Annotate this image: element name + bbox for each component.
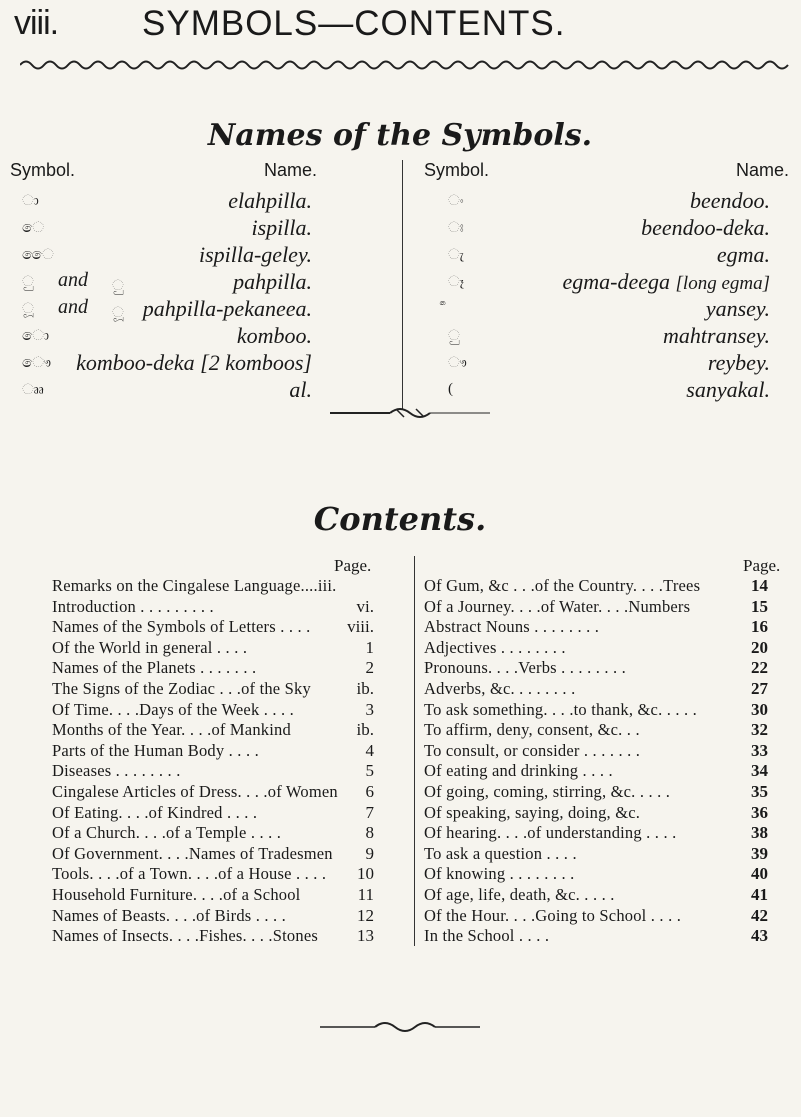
symbol-name-wrap <box>690 188 770 214</box>
toc-entry-title: Of the Hour. . . .Going to School . . . . <box>424 905 682 925</box>
symbol-name: elahpilla. <box>228 188 312 213</box>
symbol-glyph: ං <box>448 193 464 209</box>
symbol-glyph: ා <box>22 193 39 209</box>
toc-entry-page: 4 <box>365 740 374 760</box>
symbol-name: mahtransey. <box>663 323 770 348</box>
toc-entry-page: ib. <box>356 720 374 740</box>
toc-entry-title: Of a Journey. . . .of Water. . . .Numbers <box>424 596 691 616</box>
wavy-rule <box>20 56 790 74</box>
toc-entry-page: 33 <box>751 740 768 760</box>
toc-entry-page: 27 <box>751 679 768 698</box>
toc-entry-page: 12 <box>357 905 374 925</box>
toc-entry-page: 2 <box>365 658 374 678</box>
toc-entry-title: Of Government. . . .Names of Tradesmen <box>52 843 333 863</box>
toc-entry-page: 20 <box>751 637 768 657</box>
conjunction: and <box>58 296 88 318</box>
toc-entry-page: 34 <box>751 761 768 781</box>
toc-entry-title: Remarks on the Cingalese Language....iii. <box>52 576 337 595</box>
symbol-name-wrap <box>563 269 771 295</box>
toc-entry-title: To affirm, deny, consent, &c. . . <box>424 720 640 740</box>
toc-entry-page: 13 <box>357 926 374 946</box>
toc-entry-title: Of going, coming, stirring, &c. . . . . <box>424 782 671 801</box>
toc-entry-page: 30 <box>751 699 768 719</box>
symbol-name: al. <box>289 377 312 402</box>
toc-entry-title: Months of the Year. . . .of Mankind <box>52 720 291 740</box>
toc-entry-page: 42 <box>751 905 768 925</box>
toc-entry-page: 43 <box>751 926 768 946</box>
toc-entry-title: Diseases . . . . . . . . <box>52 761 181 781</box>
toc-entry-title: To ask a question . . . . <box>424 843 577 863</box>
toc-entry-page: 39 <box>751 843 768 863</box>
toc-entry-page: 9 <box>365 843 374 863</box>
symbol-name-wrap <box>663 323 770 349</box>
toc-entry-page: 38 <box>751 823 768 843</box>
page-number: viii. <box>14 4 59 42</box>
symbol-name: yansey. <box>705 296 770 321</box>
toc-entry-title: Adjectives . . . . . . . . <box>424 637 566 657</box>
toc-entry-page: 40 <box>751 864 768 884</box>
toc-entry-page: 14 <box>751 576 768 595</box>
toc-entry-page: vi. <box>356 596 374 616</box>
toc-entry-title: Of eating and drinking . . . . <box>424 761 613 781</box>
symbol-name: beendoo-deka. <box>641 215 770 240</box>
toc-entry-page: 6 <box>365 782 374 801</box>
symbol-name: beendoo. <box>689 188 770 213</box>
symbol-name: ispilla. <box>251 215 312 240</box>
toc-entry-page: 32 <box>751 720 768 740</box>
symbol-name: egma-deega <box>562 269 671 294</box>
symbol-name: ispilla-geley. <box>198 242 312 267</box>
left-name-col-header: Name. <box>264 160 318 180</box>
symbol-name-wrap <box>641 215 770 241</box>
symbol-glyph: ෲ <box>22 382 45 398</box>
toc-entry-page: 22 <box>751 658 768 678</box>
toc-entry-title: To ask something. . . .to thank, &c. . . . . <box>424 699 697 719</box>
toc-entry-page: 10 <box>357 864 374 884</box>
toc-entry-title: Names of the Symbols of Letters . . . . <box>52 617 311 637</box>
toc-entry-page: 41 <box>751 885 768 904</box>
toc-entry-title: Introduction . . . . . . . . . <box>52 596 214 616</box>
contents-heading: Contents. <box>313 500 487 538</box>
toc-entry-title: In the School . . . . <box>424 926 550 946</box>
toc-entry-page: 1 <box>365 637 374 657</box>
toc-entry-title: Of Gum, &c . . .of the Country. . . .Trees <box>424 576 701 595</box>
symbol-glyph: ෛ <box>22 247 54 263</box>
toc-entry-page: 3 <box>365 699 374 719</box>
toc-entry-page: 7 <box>365 802 374 822</box>
symbol-glyph: ෑ <box>448 274 465 290</box>
ornament-divider <box>330 405 490 421</box>
toc-entry-title: Of hearing. . . .of understanding . . . . <box>424 823 677 843</box>
toc-entry-title: The Signs of the Zodiac . . .of the Sky <box>52 679 311 698</box>
symbol-name: pahpilla-pekaneea. <box>142 296 312 321</box>
page-label-left: Page. <box>334 556 372 575</box>
toc-entry-page: ib. <box>356 679 374 698</box>
toc-entry-title: Names of the Planets . . . . . . . <box>52 658 257 678</box>
symbol-name: komboo. <box>236 323 312 348</box>
symbol-glyph-secondary: ු <box>112 278 124 294</box>
symbol-glyph: ැ <box>448 247 465 263</box>
toc-entry-title: Of a Church. . . .of a Temple . . . . <box>52 823 282 843</box>
toc-entry-title: Of the World in general . . . . <box>52 637 248 657</box>
toc-entry-page: viii. <box>347 617 374 637</box>
toc-entry-title: Of age, life, death, &c. . . . . <box>424 885 615 904</box>
symbol-name-wrap <box>706 296 770 322</box>
toc-entry-title: Names of Beasts. . . .of Birds . . . . <box>52 905 286 925</box>
toc-entry-title: Of Eating. . . .of Kindred . . . . <box>52 802 258 822</box>
conjunction: and <box>58 269 88 291</box>
symbol-glyph: ෞ <box>22 355 51 371</box>
symbol-glyph: ො <box>22 328 50 344</box>
toc-entry-title: Names of Insects. . . .Fishes. . . .Stones <box>52 926 318 946</box>
symbol-name: komboo-deka [2 komboos] <box>76 350 312 375</box>
contents-divider <box>414 556 415 946</box>
toc-entry-page: 8 <box>365 823 374 843</box>
toc-entry-page: 36 <box>751 802 768 822</box>
running-title: SYMBOLS—CONTENTS. <box>142 4 566 43</box>
toc-entry-page: 5 <box>365 761 374 781</box>
toc-entry-title: Abstract Nouns . . . . . . . . <box>424 617 600 637</box>
symbol-name: pahpilla. <box>233 269 312 294</box>
symbol-name-wrap <box>686 377 770 403</box>
toc-entry-title: Of Time. . . .Days of the Week . . . . <box>52 699 294 719</box>
symbol-glyph: ෟ <box>448 355 467 371</box>
symbol-name: reybey. <box>707 350 770 375</box>
toc-entry-page: 11 <box>357 885 374 904</box>
symbol-glyph: ූ <box>22 301 34 317</box>
toc-entry-title: Cingalese Articles of Dress. . . .of Women <box>52 782 338 801</box>
toc-entry-title: Of knowing . . . . . . . . <box>424 864 575 884</box>
column-divider <box>402 160 403 410</box>
toc-entry-title: Parts of the Human Body . . . . <box>52 740 259 760</box>
toc-entry-title: Pronouns. . . .Verbs . . . . . . . . <box>424 658 626 678</box>
toc-entry-title: Adverbs, &c. . . . . . . . <box>424 679 576 698</box>
symbol-name: egma. <box>716 242 770 267</box>
toc-entry-page: 16 <box>751 617 768 637</box>
symbol-glyph: ඃ <box>448 220 464 236</box>
toc-entry-title: Tools. . . .of a Town. . . .of a House . . . . <box>52 864 327 884</box>
page-label-right: Page. <box>743 556 781 575</box>
toc-entry-title: To consult, or consider . . . . . . . <box>424 740 641 760</box>
left-symbol-col-header: Symbol. <box>10 160 76 180</box>
names-heading: Names of the Symbols. <box>207 118 593 153</box>
toc-entry-title: Household Furniture. . . .of a School <box>52 885 301 904</box>
right-name-col-header: Name. <box>736 160 790 180</box>
symbol-glyph: ෙ <box>22 220 45 236</box>
bottom-ornament <box>320 1018 480 1034</box>
symbol-name-wrap <box>717 242 770 268</box>
symbol-name-wrap <box>708 350 770 376</box>
symbol-glyph: ( <box>448 381 453 397</box>
symbol-glyph: ු <box>448 328 460 344</box>
symbol-glyph-secondary: ූ <box>112 305 124 321</box>
symbol-name: sanyakal. <box>686 377 770 402</box>
symbol-glyph: ු <box>22 274 34 290</box>
symbol-note: [long egma] <box>675 273 770 294</box>
toc-entry-title: Of speaking, saying, doing, &c. <box>424 802 641 822</box>
toc-entry-page: 35 <box>751 782 768 801</box>
right-symbol-col-header: Symbol. <box>424 160 490 180</box>
toc-entry-page: 15 <box>751 596 768 616</box>
